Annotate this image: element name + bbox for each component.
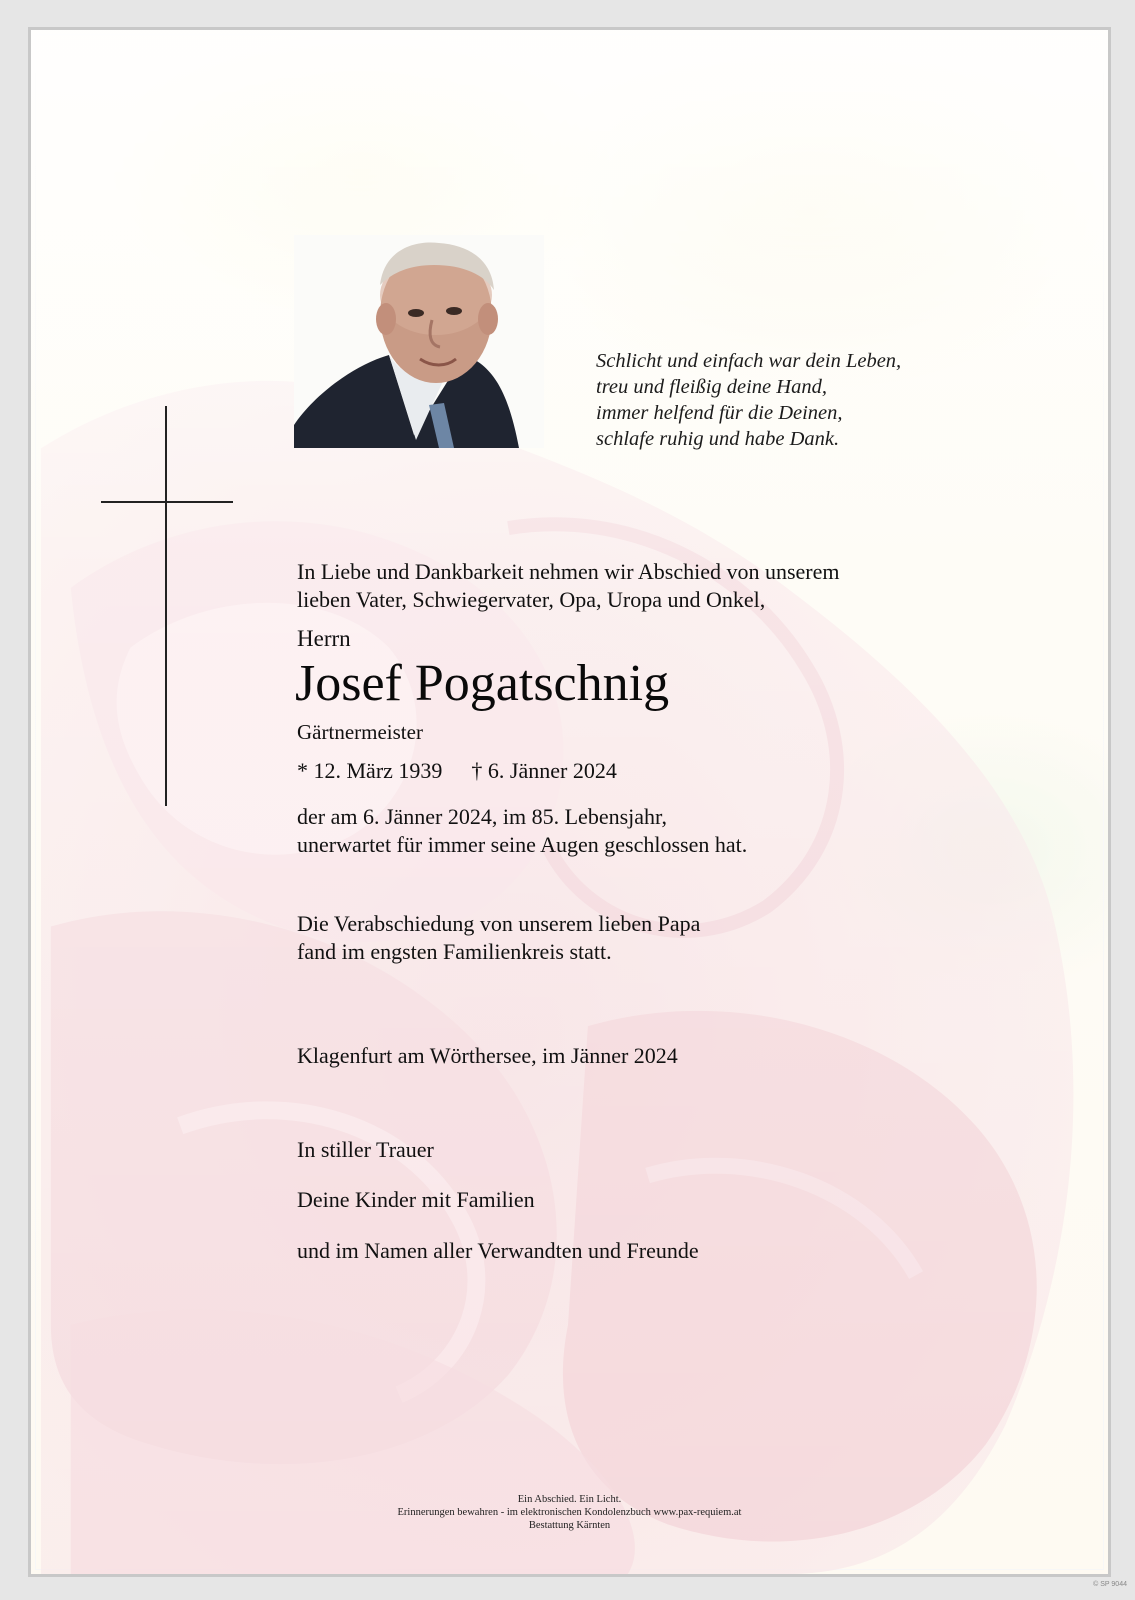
salutation: Herrn — [297, 626, 351, 651]
farewell-line: fand im engsten Familienkreis statt. — [297, 939, 612, 964]
birth-date: * 12. März 1939 — [297, 758, 443, 783]
passing-line: der am 6. Jänner 2024, im 85. Lebensjahr, — [297, 804, 667, 829]
verse-line: treu und fleißig deine Hand, — [596, 376, 827, 398]
relatives-text: und im Namen aller Verwandten und Freunde — [297, 1238, 699, 1263]
intro-text — [297, 558, 840, 614]
occupation: Gärtnermeister — [297, 720, 423, 744]
portrait-photo — [294, 235, 544, 448]
place-date: Klagenfurt am Wörthersee, im Jänner 2024 — [297, 1043, 678, 1068]
template-code: © SP 9044 — [1093, 1581, 1127, 1588]
footer-slogan: Ein Abschied. Ein Licht. — [517, 1494, 622, 1505]
verse-line: schlafe ruhig und habe Dank. — [596, 428, 840, 450]
cross-icon — [101, 406, 233, 806]
passing-text — [297, 803, 747, 859]
mourning-text: In stiller Trauer — [297, 1137, 434, 1162]
obituary-page — [28, 27, 1111, 1577]
verse-line: Schlicht und einfach war dein Leben, — [596, 350, 902, 372]
intro-line: In Liebe und Dankbarkeit nehmen wir Abschied von unserem — [297, 559, 840, 584]
footer — [31, 1493, 1108, 1532]
farewell-line: Die Verabschiedung von unserem lieben Papa — [297, 911, 701, 936]
intro-line: lieben Vater, Schwiegervater, Opa, Uropa und Onkel, — [297, 587, 766, 612]
deceased-name: Josef Pogatschnig — [295, 655, 670, 712]
footer-guestbook: Erinnerungen bewahren - im elektronischen Kondolenzbuch www.pax-requiem.at — [397, 1507, 742, 1518]
family-text: Deine Kinder mit Familien — [297, 1187, 535, 1212]
verse-line: immer helfend für die Deinen, — [596, 402, 843, 424]
farewell-text — [297, 910, 700, 966]
life-dates — [297, 757, 617, 785]
death-date: † 6. Jänner 2024 — [471, 758, 617, 783]
footer-company: Bestattung Kärnten — [528, 1520, 611, 1531]
passing-line: unerwartet für immer seine Augen geschlossen hat. — [297, 832, 748, 857]
memorial-verse — [596, 348, 901, 452]
